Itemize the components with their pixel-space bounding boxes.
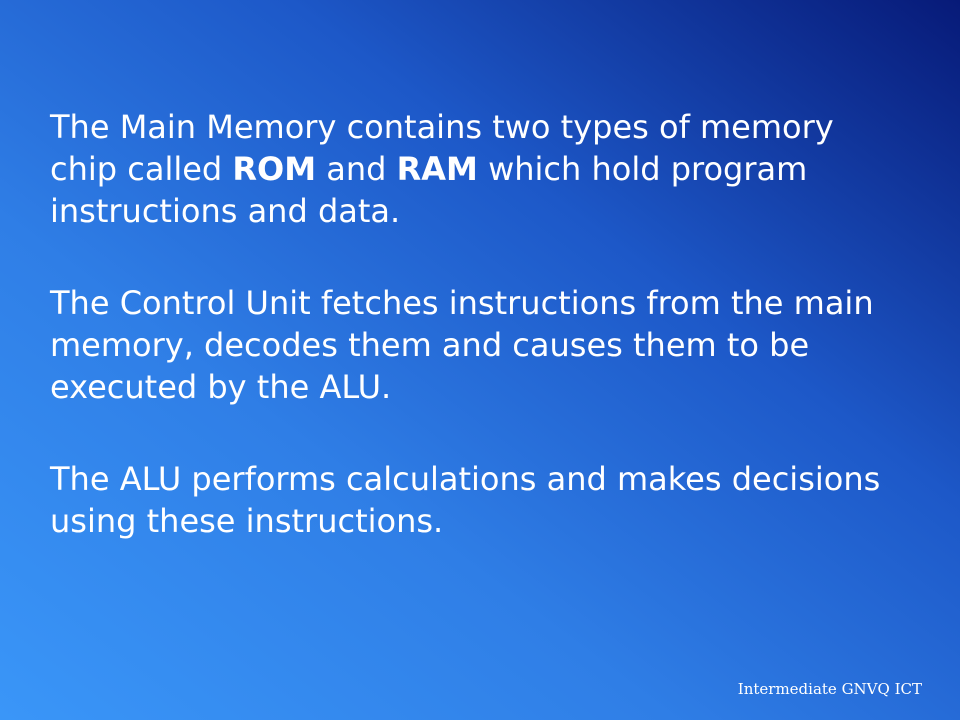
main-memory-paragraph [50,106,890,232]
paragraph-text: and [316,150,397,188]
paragraph-text: The Main Memory contains two types of memory chip called [50,108,834,188]
footer-text: Intermediate GNVQ ICT [737,680,922,698]
alu-paragraph: The ALU performs calculations and makes decisions using these instructions. [50,460,881,540]
ram-term: RAM [396,150,478,188]
paragraph-text: which hold program instructions and data. [50,150,808,230]
control-unit-paragraph: The Control Unit fetches instructions from the main memory, decodes them and causes them to be executed by the ALU. [50,284,874,406]
rom-term: ROM [232,150,317,188]
